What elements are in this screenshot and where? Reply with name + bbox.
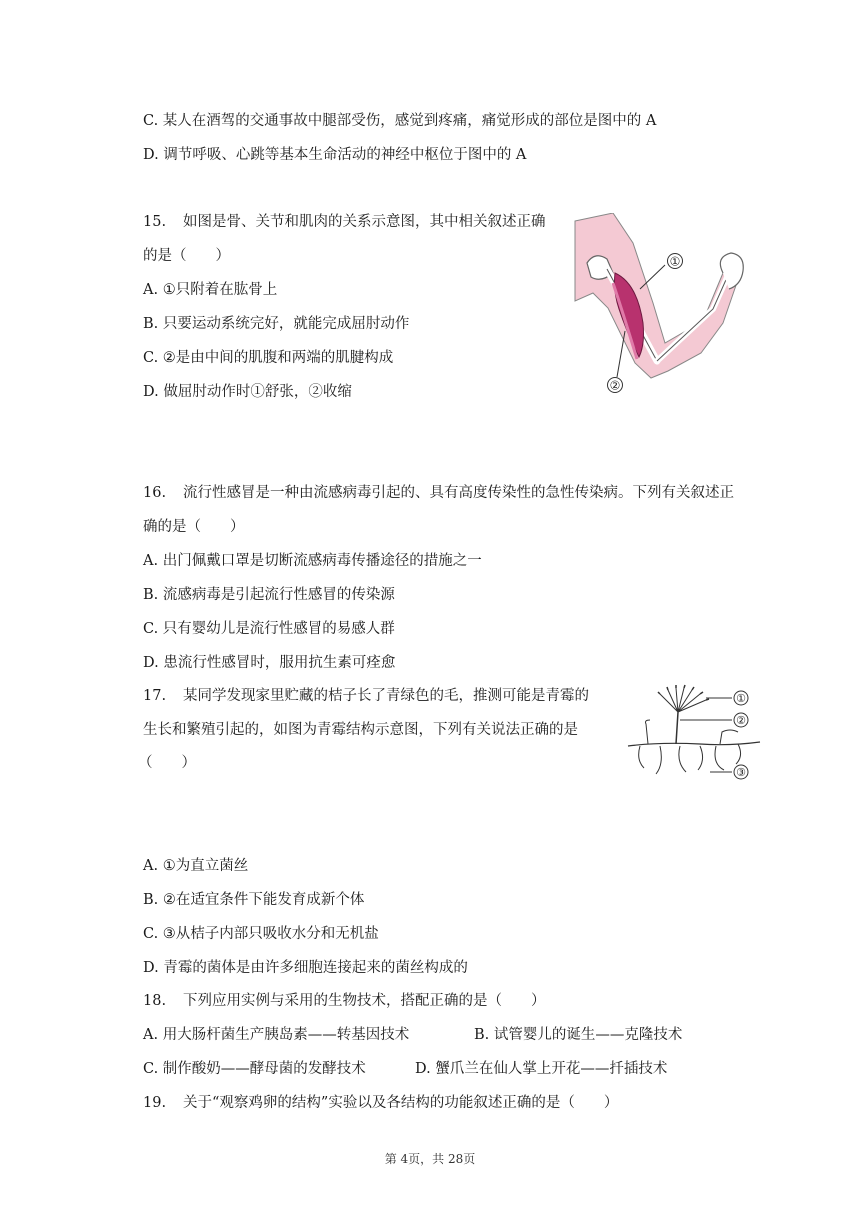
- q16-number: 16.: [143, 485, 167, 501]
- q16-stem-line2: 确的是（ ）: [143, 519, 245, 535]
- q18-number: 18.: [143, 993, 167, 1009]
- short-branches: [646, 720, 739, 744]
- q15-label1: ①: [669, 254, 681, 269]
- spore-broom: [660, 688, 706, 712]
- q15-number: 15.: [143, 214, 167, 230]
- q17-label3: ③: [736, 766, 746, 779]
- spores: [658, 685, 709, 700]
- q16-option-d: D. 患流行性感冒时，服用抗生素可痊愈: [143, 655, 396, 671]
- q15-option-b: B. 只要运动系统完好，就能完成屈肘动作: [143, 316, 410, 332]
- q18-stem: [143, 991, 546, 1011]
- q15-stem-line1: [143, 212, 546, 232]
- q15-label2: ②: [609, 378, 621, 393]
- q16-stem-line1: [143, 483, 734, 503]
- q17-label2: ②: [736, 714, 746, 727]
- q17-stem-text1: 某同学发现家里贮藏的桔子长了青绿色的毛，推测可能是青霉的: [183, 688, 589, 704]
- q18-option-a: A. 用大肠杆菌生产胰岛素——转基因技术: [143, 1027, 410, 1043]
- q17-option-a: A. ①为直立菌丝: [143, 858, 249, 874]
- q17-label1: ①: [736, 692, 746, 705]
- q17-option-d: D. 青霉的菌体是由许多细胞连接起来的菌丝构成的: [143, 960, 468, 976]
- q15-option-d: D. 做屈肘动作时①舒张，②收缩: [143, 384, 352, 400]
- penicillium-figure: [620, 684, 780, 784]
- page-footer: 第 4页，共 28页: [384, 1152, 476, 1166]
- q19-stem: [143, 1093, 618, 1113]
- nutrient-hyphae: [639, 744, 741, 774]
- q16-stem-text1: 流行性感冒是一种由流感病毒引起的、具有高度传染性的急性传染病。下列有关叙述正: [183, 485, 734, 501]
- q17-option-b: B. ②在适宜条件下能发育成新个体: [143, 892, 365, 908]
- q18-option-d: D. 蟹爪兰在仙人掌上开花——扦插技术: [415, 1061, 668, 1077]
- q14-option-d: D. 调节呼吸、心跳等基本生命活动的神经中枢位于图中的 A: [143, 147, 527, 163]
- q18-option-c: C. 制作酸奶——酵母菌的发酵技术: [143, 1061, 366, 1077]
- q16-option-c: C. 只有婴幼儿是流行性感冒的易感人群: [143, 621, 395, 637]
- label2-leader: [617, 331, 625, 377]
- q15-option-c: C. ②是由中间的肌腹和两端的肌腱构成: [143, 350, 394, 366]
- q17-stem-line2: 生长和繁殖引起的，如图为青霉结构示意图，下列有关说法正确的是: [143, 722, 578, 738]
- q18-option-b: B. 试管婴儿的诞生——克隆技术: [474, 1027, 683, 1043]
- q17-stem-line3: （ ）: [138, 755, 196, 771]
- q16-option-a: A. 出门佩戴口罩是切断流感病毒传播途径的措施之一: [143, 553, 482, 569]
- q16-option-b: B. 流感病毒是引起流行性感冒的传染源: [143, 587, 395, 603]
- q15-stem-text1: 如图是骨、关节和肌肉的关系示意图，其中相关叙述正确: [183, 214, 546, 230]
- q17-stem-line1: [143, 686, 589, 706]
- q17-number: 17.: [143, 688, 167, 704]
- q15-stem-line2: 的是（ ）: [143, 248, 230, 264]
- q19-stem-text: 关于“观察鸡卵的结构”实验以及各结构的功能叙述正确的是（ ）: [183, 1095, 619, 1111]
- q19-number: 19.: [143, 1095, 167, 1111]
- q17-option-c: C. ③从桔子内部只吸收水分和无机盐: [143, 926, 379, 942]
- q15-option-a: A. ①只附着在肱骨上: [143, 282, 278, 298]
- q14-option-c: C. 某人在酒驾的交通事故中腿部受伤，感觉到疼痛，痛觉形成的部位是图中的 A: [143, 113, 657, 129]
- q18-stem-text: 下列应用实例与采用的生物技术，搭配正确的是（ ）: [183, 993, 546, 1009]
- upright-hypha: [676, 712, 678, 744]
- arm-skeleton-figure: [573, 213, 758, 393]
